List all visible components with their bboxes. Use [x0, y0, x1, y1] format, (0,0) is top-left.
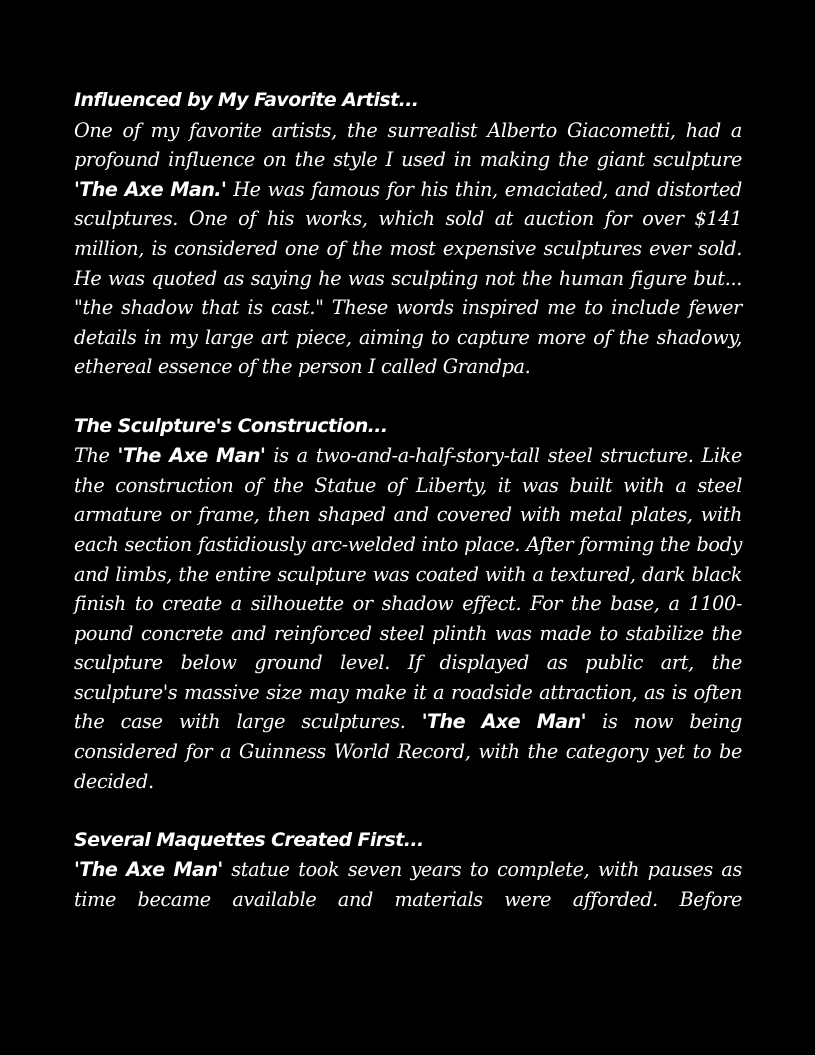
- sculpture-title: 'The Axe Man': [74, 858, 223, 882]
- body-text: is now being considered for a Guinness World Record, with the category yet to be decided.: [74, 710, 742, 793]
- section-body-clip: [74, 855, 742, 914]
- section-favorite-artist: [74, 86, 742, 382]
- body-text: The: [74, 444, 118, 468]
- body-text: statue took seven years to complete, with pauses as time became available and materials were afforded. Before: [74, 858, 742, 912]
- page-content: [74, 86, 742, 944]
- section-body: [74, 855, 742, 914]
- section-heading: Influenced by My Favorite Artist...: [74, 89, 419, 111]
- section-body: [74, 116, 742, 382]
- section-heading: The Sculpture's Construction...: [74, 414, 388, 437]
- sculpture-title: 'The Axe Man': [117, 444, 266, 468]
- section-maquettes: [74, 826, 742, 915]
- section-construction: [74, 412, 742, 797]
- section-body: [74, 441, 742, 796]
- body-text: is a two-and-a-half-story-tall steel structure. Like the construction of the Statue of Liberty, it was built with a steel armature or frame, then shaped and covered with metal plates, with each section fastidiously arc-welded into place. After forming the body and limbs, the entire sculpture was coated with a textured, dark black finish to create a silhouette or shadow effect. For the base, a 1100-pound concrete and reinforced steel plinth was made to stabilize the sculpture below ground level. If displayed as public art, the sculpture's massive size may make it a roadside attraction, as is often the case with large sculptures.: [74, 444, 743, 734]
- section-heading: Several Maquettes Created First...: [74, 828, 424, 851]
- body-text: One of my favorite artists, the surrealist Alberto Giacometti, had a profound influence on the style I used in making the giant sculpture: [74, 118, 742, 172]
- body-text: He was famous for his thin, emaciated, and distorted sculptures. One of his works, which sold at auction for over $141 million, is considered one of the most expensive sculptures ever sold. He was quoted as saying he was sculpting not the human figure but... "the shadow that is cast." These words inspired me to include fewer details in my large art piece, aiming to capture more of the shadowy, ethereal essence of the person I called Grandpa.: [74, 177, 742, 379]
- sculpture-title: 'The Axe Man': [421, 710, 586, 734]
- sculpture-title: 'The Axe Man.': [74, 177, 227, 201]
